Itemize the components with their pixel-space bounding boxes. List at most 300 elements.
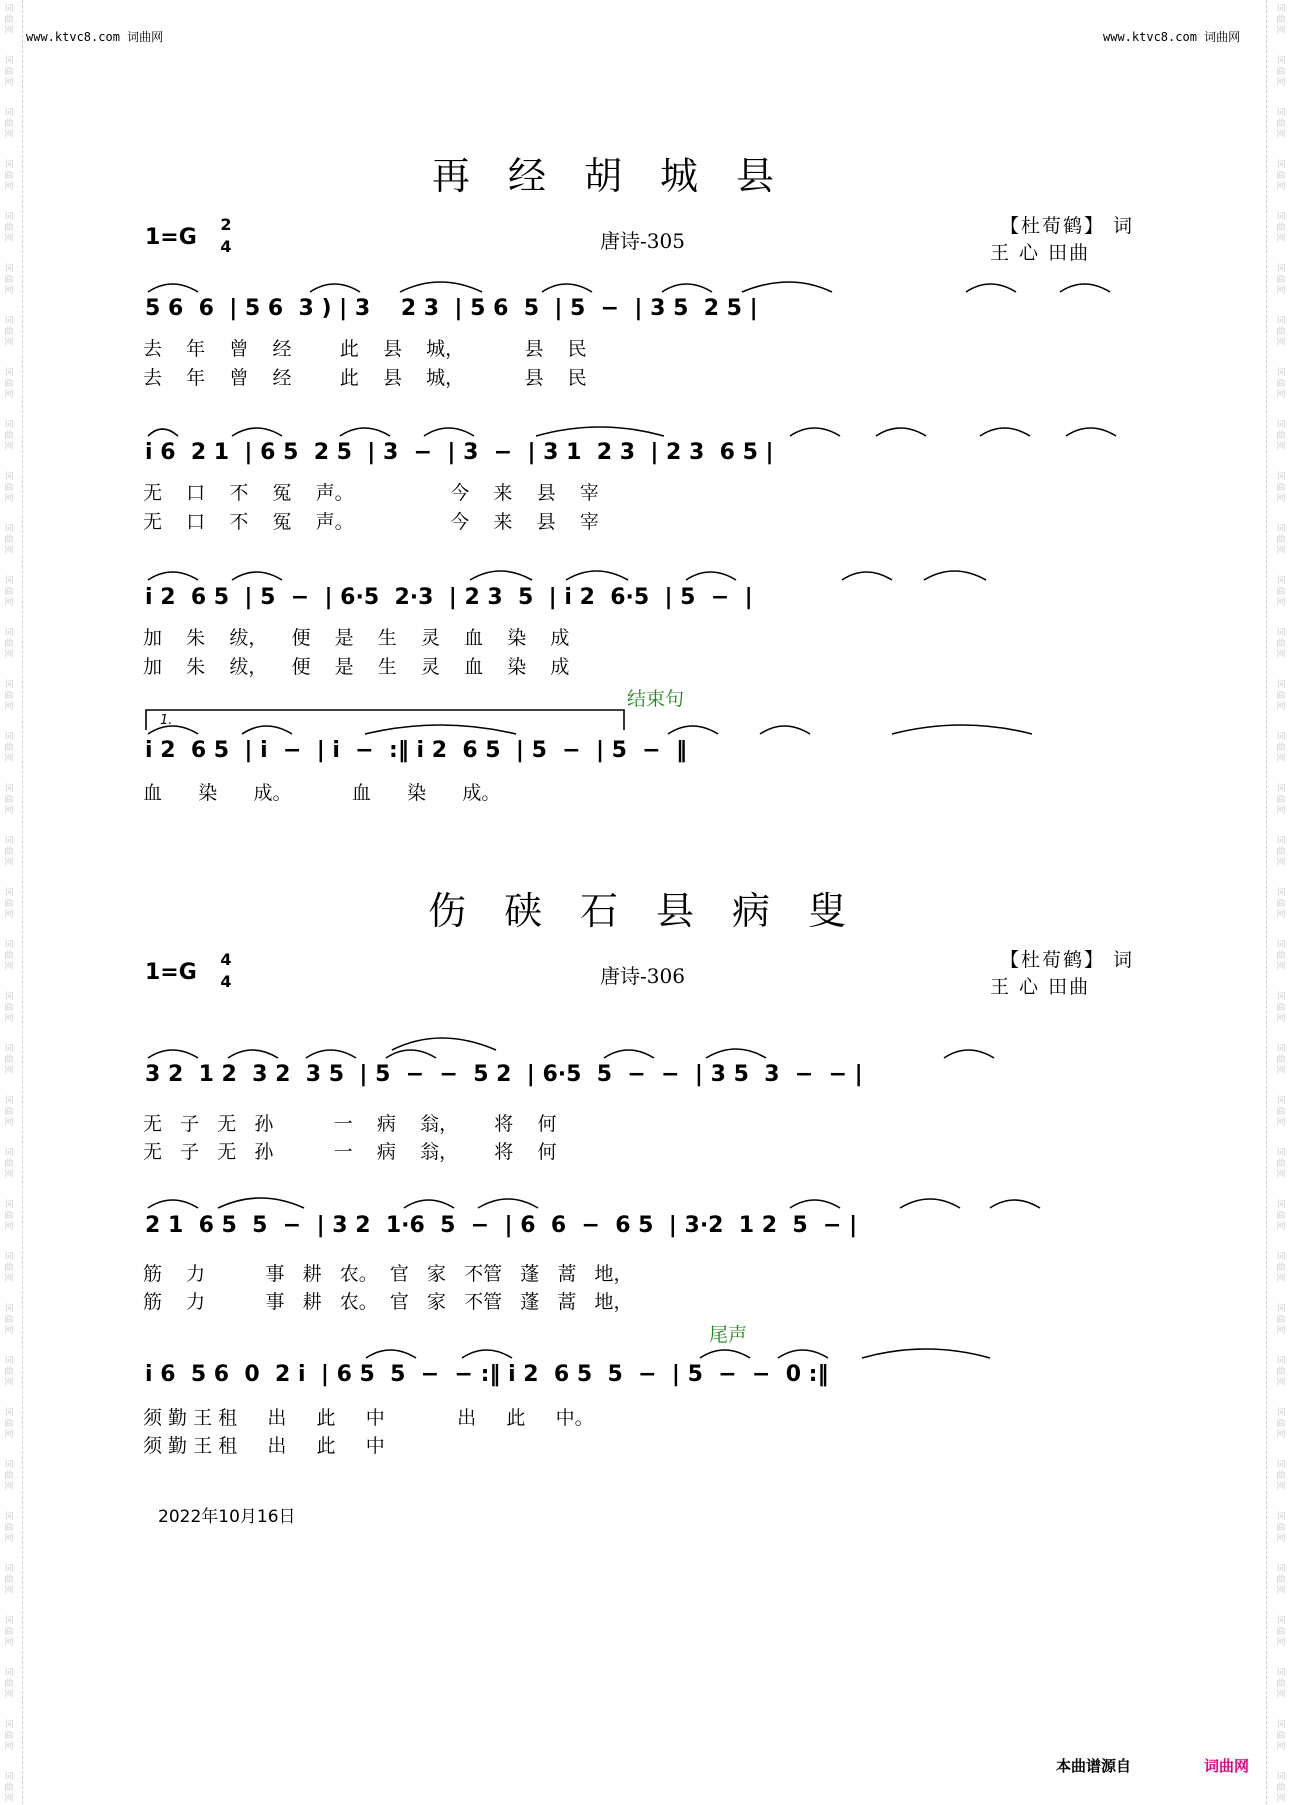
watermark-char: 曲 [1276, 535, 1286, 545]
watermark-char: 网 [1276, 962, 1286, 972]
watermark-char: 曲 [1276, 171, 1286, 181]
watermark-char: 曲 [4, 1315, 14, 1325]
watermark-char: 曲 [4, 795, 14, 805]
watermark-char: 网 [1276, 650, 1286, 660]
watermark-char: 曲 [1276, 119, 1286, 129]
watermark-char: 词 [4, 1200, 14, 1210]
song2-lyricist: 【杜荀鹤】 词 [1000, 949, 1135, 971]
song2-composer: 王 心 田曲 [990, 976, 1091, 998]
song1-section-label: 结束句 [627, 688, 685, 710]
watermark-char: 词 [4, 1096, 14, 1106]
song1-line2-lyrics2: 无 口 不 冤 声。 今 来 县 宰 [143, 511, 599, 533]
watermark-char: 网 [1276, 1170, 1286, 1180]
watermark-char: 曲 [4, 1263, 14, 1273]
watermark-char: 网 [1276, 1534, 1286, 1544]
watermark-char: 词 [4, 1668, 14, 1678]
watermark-char: 词 [1276, 1512, 1286, 1522]
tie [148, 726, 198, 734]
tie [876, 428, 926, 436]
watermark-char: 曲 [1276, 951, 1286, 961]
watermark-char: 网 [4, 1326, 14, 1336]
song2-line2-lyrics2: 筋 力 事 耕 农。 官 家 不管 蓬 蒿 地， [143, 1291, 633, 1313]
watermark-char: 网 [1276, 702, 1286, 712]
tie [790, 428, 840, 436]
song1-line4-lyrics1: 血 染 成。 血 染 成。 [143, 782, 501, 804]
watermark-char: 网 [4, 26, 14, 36]
song1-volta-label: 1. [160, 713, 173, 728]
watermark-char: 网 [1276, 1482, 1286, 1492]
song1-composer: 王 心 田曲 [990, 242, 1091, 264]
watermark-char: 词 [4, 264, 14, 274]
watermark-char: 网 [1276, 910, 1286, 920]
watermark-char: 词 [4, 784, 14, 794]
watermark-char: 词 [1276, 628, 1286, 638]
song2-catalog: 唐诗-306 [600, 964, 685, 988]
watermark-char: 曲 [1276, 1783, 1286, 1793]
watermark-char: 网 [1276, 754, 1286, 764]
watermark-char: 曲 [4, 1107, 14, 1117]
watermark-char: 词 [1276, 1772, 1286, 1782]
tie [944, 1050, 994, 1058]
tie [218, 1198, 304, 1208]
watermark-char: 网 [1276, 1794, 1286, 1804]
watermark-char: 曲 [4, 691, 14, 701]
watermark-char: 曲 [1276, 795, 1286, 805]
watermark-char: 词 [4, 732, 14, 742]
watermark-char: 网 [1276, 390, 1286, 400]
tie [404, 1200, 454, 1208]
watermark-char: 网 [1276, 1690, 1286, 1700]
song2-line3-notes: i 6 5 6 0 2 i | 6 5 5 − − :‖ i 2 6 5 5 − | 5 − − 0 :‖ [145, 1362, 829, 1387]
watermark-char: 网 [1276, 1638, 1286, 1648]
watermark-char: 词 [4, 524, 14, 534]
watermark-char: 网 [4, 598, 14, 608]
watermark-char: 词 [4, 420, 14, 430]
watermark-char: 曲 [4, 1003, 14, 1013]
tie [242, 726, 292, 734]
watermark-char: 词 [4, 472, 14, 482]
tie [462, 1350, 512, 1358]
watermark-char: 词 [1276, 1044, 1286, 1054]
tie [706, 1049, 766, 1058]
watermark-char: 网 [4, 1586, 14, 1596]
tie [778, 1350, 828, 1358]
watermark-char: 词 [4, 368, 14, 378]
watermark-char: 曲 [1276, 691, 1286, 701]
tie [424, 428, 474, 436]
tie [366, 1350, 416, 1358]
watermark-char: 网 [4, 702, 14, 712]
watermark-char: 词 [1276, 316, 1286, 326]
watermark-char: 网 [4, 1222, 14, 1232]
watermark-char: 词 [1276, 1616, 1286, 1626]
watermark-char: 网 [1276, 1222, 1286, 1232]
song1-key: 1=G [145, 225, 197, 250]
watermark-char: 词 [1276, 1096, 1286, 1106]
watermark-char: 网 [4, 182, 14, 192]
tie [966, 284, 1016, 292]
watermark-char: 词 [1276, 56, 1286, 66]
tie [990, 1200, 1040, 1208]
watermark-char: 词 [1276, 368, 1286, 378]
watermark-char: 词 [4, 1408, 14, 1418]
watermark-char: 网 [1276, 1326, 1286, 1336]
watermark-char: 网 [1276, 598, 1286, 608]
tie [306, 1050, 356, 1058]
watermark-char: 曲 [1276, 587, 1286, 597]
watermark-char: 曲 [1276, 327, 1286, 337]
watermark-char: 网 [4, 442, 14, 452]
watermark-char: 曲 [1276, 1263, 1286, 1273]
watermark-char: 网 [1276, 1066, 1286, 1076]
watermark-char: 曲 [4, 1055, 14, 1065]
watermark-char: 词 [4, 1564, 14, 1574]
watermark-char: 曲 [4, 587, 14, 597]
watermark-char: 曲 [1276, 1107, 1286, 1117]
watermark-char: 词 [4, 1252, 14, 1262]
watermark-char: 曲 [4, 119, 14, 129]
watermark-char: 网 [4, 650, 14, 660]
watermark-char: 曲 [4, 1523, 14, 1533]
song2-time-top: 4 [220, 950, 232, 969]
watermark-char: 网 [1276, 338, 1286, 348]
song2-time-bottom: 4 [220, 972, 232, 991]
song2-line1-notes: 3 2 1 2 3 2 3 5 | 5 − − 5 2 | 6·5 5 − − | 3 5 3 − − | [145, 1062, 863, 1087]
watermark-char: 曲 [4, 1211, 14, 1221]
song1-line1-lyrics1: 去 年 曾 经 此 县 城， 县 民 [143, 338, 587, 360]
watermark-char: 曲 [4, 899, 14, 909]
footer-site-link[interactable]: 词曲网 [1204, 1757, 1250, 1775]
tie [232, 572, 282, 580]
watermark-char: 网 [1276, 546, 1286, 556]
volta-bracket [146, 710, 624, 730]
watermark-char: 曲 [1276, 1211, 1286, 1221]
song1-time-top: 2 [220, 215, 232, 234]
watermark-char: 曲 [1276, 1315, 1286, 1325]
watermark-char: 词 [4, 1148, 14, 1158]
watermark-char: 词 [4, 1044, 14, 1054]
watermark-char: 网 [4, 130, 14, 140]
watermark-char: 词 [4, 992, 14, 1002]
tie [536, 427, 664, 436]
watermark-char: 网 [4, 806, 14, 816]
watermark-char: 曲 [4, 483, 14, 493]
watermark-char: 词 [1276, 576, 1286, 586]
watermark-char: 曲 [4, 1159, 14, 1169]
watermark-char: 网 [1276, 78, 1286, 88]
watermark-char: 曲 [1276, 1367, 1286, 1377]
watermark-char: 曲 [4, 1783, 14, 1793]
watermark-char: 词 [4, 628, 14, 638]
watermark-char: 词 [1276, 1252, 1286, 1262]
tie [790, 1200, 840, 1208]
watermark-char: 网 [1276, 26, 1286, 36]
song1-line2-lyrics1: 无 口 不 冤 声。 今 来 县 宰 [143, 482, 599, 504]
watermark-char: 词 [4, 940, 14, 950]
tie [340, 428, 390, 436]
tie [1066, 428, 1116, 436]
watermark-char: 网 [4, 1690, 14, 1700]
watermark-char: 曲 [4, 1731, 14, 1741]
song1-line4-notes: i 2 6 5 | i − | i − :‖ i 2 6 5 | 5 − | 5 − ‖ [145, 738, 688, 763]
watermark-char: 词 [1276, 1564, 1286, 1574]
watermark-char: 曲 [1276, 1471, 1286, 1481]
header-left-site: www.ktvc8.com 词曲网 [26, 30, 164, 44]
tie [760, 726, 810, 734]
footer-source: 本曲谱源自 [1056, 1757, 1132, 1775]
tie [742, 282, 832, 292]
watermark-char: 网 [4, 1430, 14, 1440]
watermark-char: 曲 [1276, 1679, 1286, 1689]
watermark-char: 词 [1276, 1200, 1286, 1210]
tie [400, 282, 482, 292]
watermark-char: 词 [1276, 108, 1286, 118]
watermark-char: 曲 [4, 327, 14, 337]
watermark-char: 网 [4, 1638, 14, 1648]
song1-lyricist: 【杜荀鹤】 词 [1000, 215, 1135, 237]
watermark-char: 词 [1276, 1460, 1286, 1470]
watermark-char: 网 [1276, 130, 1286, 140]
watermark-char: 网 [4, 1534, 14, 1544]
watermark-char: 曲 [1276, 379, 1286, 389]
tie [470, 571, 532, 580]
watermark-char: 曲 [1276, 431, 1286, 441]
song1-line1-lyrics2: 去 年 曾 经 此 县 城， 县 民 [143, 367, 587, 389]
watermark-char: 网 [4, 1274, 14, 1284]
watermark-char: 网 [4, 234, 14, 244]
watermark-char: 网 [4, 390, 14, 400]
watermark-char: 网 [1276, 182, 1286, 192]
song1-line3-lyrics1: 加 朱 绂， 便 是 生 灵 血 染 成 [143, 627, 570, 649]
watermark-char: 词 [4, 1772, 14, 1782]
tie [148, 1050, 198, 1058]
watermark-char: 曲 [4, 15, 14, 25]
watermark-char: 词 [4, 1460, 14, 1470]
song2-line1-lyrics1: 无 子 无 孙 一 病 翁， 将 何 [143, 1113, 557, 1135]
song1-line3-lyrics2: 加 朱 绂， 便 是 生 灵 血 染 成 [143, 656, 570, 678]
watermark-char: 词 [1276, 1356, 1286, 1366]
watermark-char: 词 [1276, 472, 1286, 482]
watermark-char: 曲 [4, 639, 14, 649]
watermark-char: 曲 [1276, 639, 1286, 649]
watermark-char: 词 [1276, 940, 1286, 950]
watermark-char: 网 [1276, 1014, 1286, 1024]
watermark-char: 曲 [1276, 483, 1286, 493]
watermark-char: 词 [1276, 212, 1286, 222]
watermark-char: 曲 [1276, 275, 1286, 285]
watermark-char: 网 [4, 546, 14, 556]
watermark-char: 词 [4, 836, 14, 846]
watermark-char: 词 [1276, 784, 1286, 794]
watermark-char: 词 [4, 212, 14, 222]
watermark-char: 词 [1276, 732, 1286, 742]
watermark-char: 网 [4, 1170, 14, 1180]
watermark-char: 曲 [1276, 15, 1286, 25]
watermark-char: 网 [1276, 1430, 1286, 1440]
tie [232, 428, 282, 436]
watermark-char: 词 [4, 1356, 14, 1366]
watermark-char: 曲 [4, 379, 14, 389]
watermark-char: 网 [1276, 1378, 1286, 1388]
watermark-char: 曲 [4, 1627, 14, 1637]
watermark-char: 词 [1276, 1148, 1286, 1158]
tie [662, 284, 712, 292]
watermark-char: 曲 [1276, 1627, 1286, 1637]
song2-line2-lyrics1: 筋 力 事 耕 农。 官 家 不管 蓬 蒿 地， [143, 1263, 633, 1285]
watermark-char: 网 [1276, 234, 1286, 244]
watermark-char: 词 [1276, 160, 1286, 170]
watermark-char: 曲 [4, 743, 14, 753]
tie [392, 1038, 496, 1050]
song2-line2-notes: 2 1 6 5 5 − | 3 2 1·6 5 − | 6 6 − 6 5 | 3·2 1 2 5 − | [145, 1213, 858, 1238]
watermark-char: 词 [1276, 1408, 1286, 1418]
watermark-char: 网 [4, 1794, 14, 1804]
watermark-char: 曲 [4, 67, 14, 77]
watermark-char: 曲 [4, 1679, 14, 1689]
watermark-char: 词 [1276, 1720, 1286, 1730]
tie [686, 572, 736, 580]
tie [668, 726, 718, 734]
watermark-char: 曲 [1276, 1003, 1286, 1013]
tie [604, 1050, 654, 1058]
watermark-char: 曲 [1276, 743, 1286, 753]
watermark-char: 词 [4, 108, 14, 118]
watermark-char: 词 [1276, 264, 1286, 274]
watermark-char: 词 [1276, 992, 1286, 1002]
tie [148, 284, 198, 292]
watermark-char: 网 [1276, 1742, 1286, 1752]
tie [700, 1350, 750, 1358]
tie [228, 1050, 278, 1058]
song1-line3-notes: i 2 6 5 | 5 − | 6·5 2·3 | 2 3 5 | i 2 6·5 | 5 − | [145, 585, 753, 610]
tie [386, 1050, 436, 1058]
watermark-char: 网 [4, 858, 14, 868]
watermark-char: 词 [4, 888, 14, 898]
tie [148, 1200, 198, 1208]
watermark-char: 网 [4, 910, 14, 920]
song1-catalog: 唐诗-305 [600, 229, 685, 253]
watermark-char: 网 [1276, 494, 1286, 504]
watermark-char: 网 [4, 1118, 14, 1128]
watermark-char: 曲 [4, 431, 14, 441]
watermark-char: 词 [1276, 1668, 1286, 1678]
date: 2022年10月16日 [158, 1507, 296, 1527]
header-right-site: www.ktvc8.com 词曲网 [1103, 30, 1241, 44]
watermark-char: 曲 [4, 171, 14, 181]
song2-line1-lyrics2: 无 子 无 孙 一 病 翁， 将 何 [143, 1141, 557, 1163]
song1-line1-notes: 5 6 6 | 5 6 3 ) | 3 2 3 | 5 6 5 | 5 − | 3 5 2 5 | [145, 296, 758, 321]
watermark-char: 网 [1276, 286, 1286, 296]
watermark-char: 网 [4, 1742, 14, 1752]
watermark-char: 网 [1276, 806, 1286, 816]
tie [542, 284, 592, 292]
tie [310, 284, 360, 292]
tie [478, 1199, 538, 1208]
tie [924, 571, 986, 580]
tie [148, 429, 178, 436]
watermark-char: 词 [4, 4, 14, 14]
tie [365, 725, 516, 734]
song1-title: 再经胡城县 [432, 154, 813, 198]
watermark-char: 网 [1276, 1118, 1286, 1128]
watermark-char: 词 [1276, 836, 1286, 846]
tie [842, 572, 892, 580]
song2-section-label: 尾声 [709, 1324, 748, 1346]
watermark-char: 词 [4, 1616, 14, 1626]
watermark-char: 词 [1276, 680, 1286, 690]
watermark-char: 词 [4, 316, 14, 326]
watermark-char: 词 [1276, 888, 1286, 898]
watermark-char: 曲 [4, 951, 14, 961]
watermark-char: 网 [1276, 442, 1286, 452]
watermark-char: 网 [4, 286, 14, 296]
watermark-char: 曲 [1276, 899, 1286, 909]
watermark-char: 网 [4, 1482, 14, 1492]
watermark-char: 曲 [4, 1471, 14, 1481]
tie [862, 1349, 990, 1358]
watermark-char: 词 [4, 1720, 14, 1730]
watermark-char: 网 [4, 338, 14, 348]
watermark-char: 网 [1276, 858, 1286, 868]
watermark-char: 词 [1276, 420, 1286, 430]
watermark-char: 曲 [1276, 1731, 1286, 1741]
watermark-char: 曲 [1276, 67, 1286, 77]
watermark-char: 曲 [4, 1575, 14, 1585]
tie [148, 572, 198, 580]
watermark-char: 网 [4, 1014, 14, 1024]
watermark-char: 网 [4, 754, 14, 764]
watermark-char: 网 [1276, 1586, 1286, 1596]
watermark-char: 曲 [1276, 1419, 1286, 1429]
watermark-char: 词 [1276, 1304, 1286, 1314]
song2-line3-lyrics2: 须 勤 王 租 出 此 中 [143, 1435, 385, 1457]
watermark-char: 词 [4, 680, 14, 690]
watermark-char: 网 [1276, 1274, 1286, 1284]
watermark-char: 词 [4, 1512, 14, 1522]
watermark-char: 词 [4, 576, 14, 586]
watermark-char: 曲 [1276, 847, 1286, 857]
song1-time-bottom: 4 [220, 237, 232, 256]
song1-line2-notes: i 6 2 1 | 6 5 2 5 | 3 − | 3 − | 3 1 2 3 | 2 3 6 5 | [145, 440, 774, 465]
watermark-char: 网 [4, 78, 14, 88]
watermark-char: 曲 [1276, 1055, 1286, 1065]
tie [566, 571, 628, 580]
song2-line3-lyrics1: 须 勤 王 租 出 此 中 出 此 中。 [143, 1407, 594, 1429]
watermark-char: 曲 [4, 223, 14, 233]
watermark-char: 曲 [1276, 223, 1286, 233]
watermark-char: 曲 [1276, 1159, 1286, 1169]
watermark-char: 词 [1276, 4, 1286, 14]
tie [892, 725, 1032, 734]
watermark-char: 网 [4, 1378, 14, 1388]
watermark-char: 曲 [4, 535, 14, 545]
watermark-char: 曲 [1276, 1523, 1286, 1533]
watermark-char: 曲 [4, 847, 14, 857]
watermark-char: 曲 [1276, 1575, 1286, 1585]
watermark-char: 网 [4, 962, 14, 972]
watermark-char: 曲 [4, 1419, 14, 1429]
watermark-char: 网 [4, 494, 14, 504]
watermark-char: 词 [4, 1304, 14, 1314]
watermark-char: 曲 [4, 1367, 14, 1377]
watermark-char: 词 [4, 160, 14, 170]
watermark-char: 网 [4, 1066, 14, 1076]
tie [900, 1199, 960, 1208]
song2-key: 1=G [145, 960, 197, 985]
tie [980, 428, 1030, 436]
watermark-char: 词 [1276, 524, 1286, 534]
song2-title: 伤硖石县病叟 [428, 889, 885, 933]
